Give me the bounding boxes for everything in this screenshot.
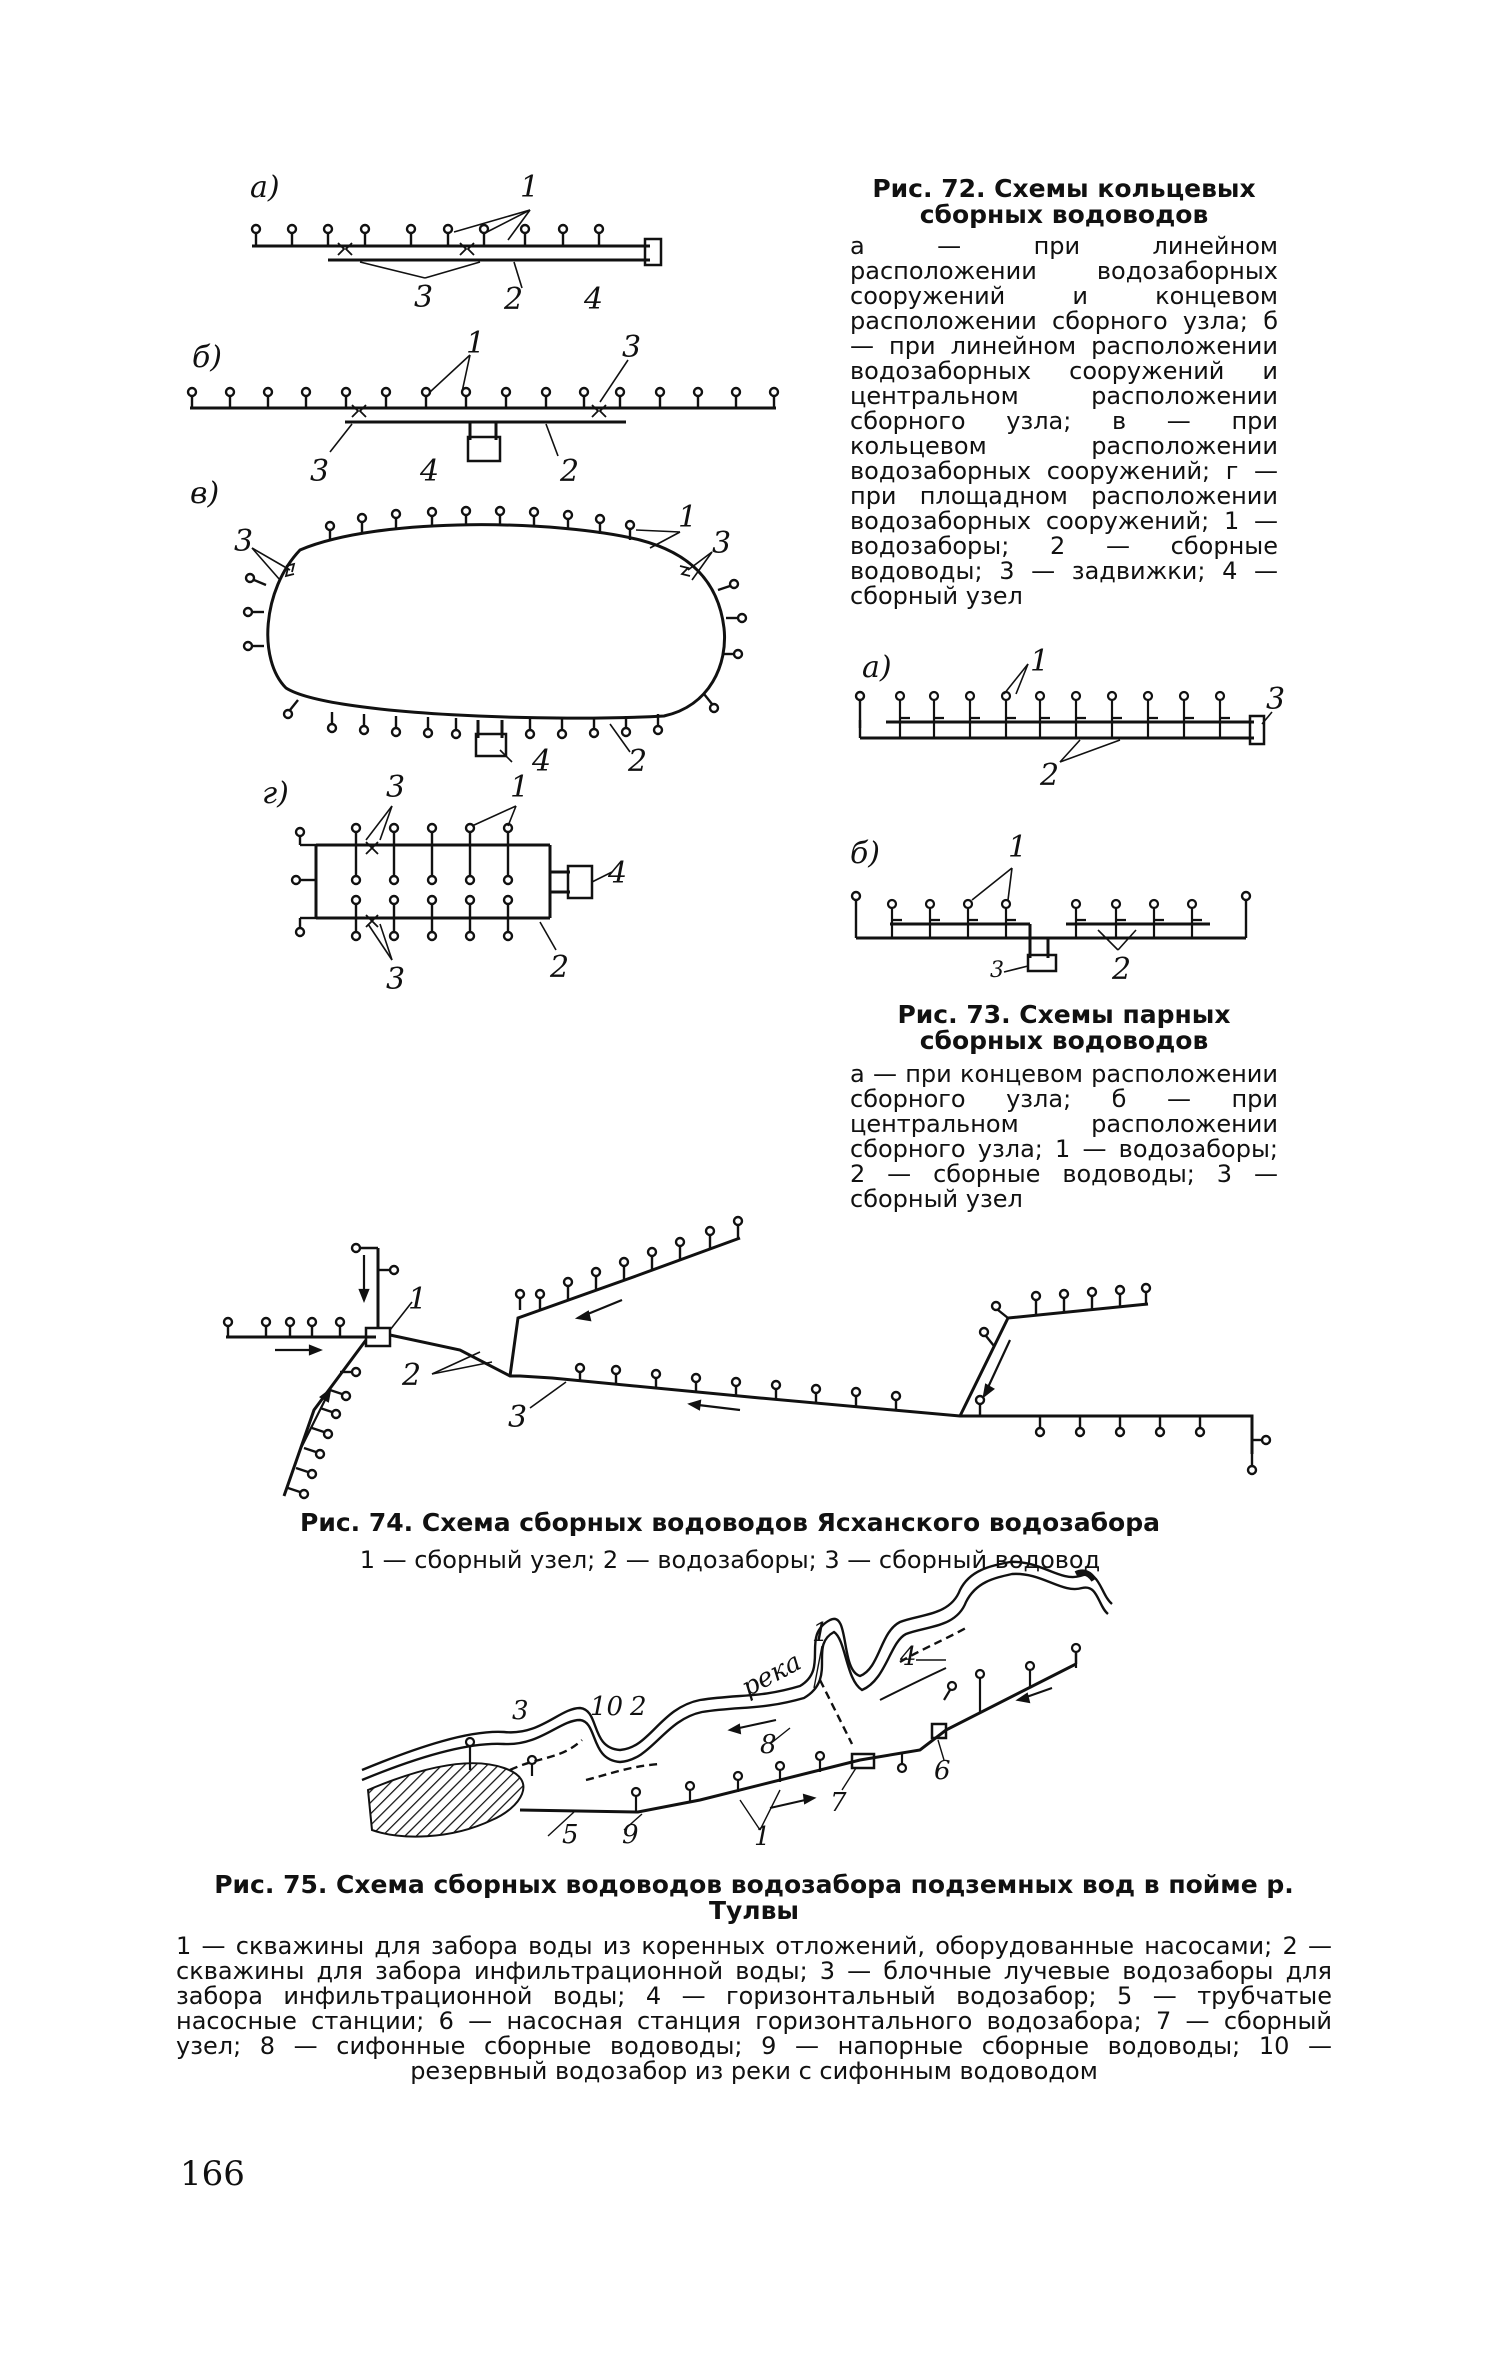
fig75-num-1b: 1 [754,1822,771,1852]
fig74-scheme [224,1217,1270,1498]
fig73-b-num-3: 3 [990,958,1004,983]
areal-wells [292,824,512,940]
fig73-b-num-1: 1 [1008,830,1028,865]
fig75-num-2: 2 [630,1692,647,1722]
wells-row [252,225,603,246]
fig72-g-num-4: 4 [608,856,628,891]
fig72-b-scheme [188,355,778,461]
fig75-num-10: 10 [590,1692,624,1722]
fig72-num-2: 2 [504,282,524,317]
fig75-num-6: 6 [934,1756,951,1786]
fig72-caption-title: Рис. 72. Схемы кольцевых сборных водоводов [872,174,1256,229]
fig72-panel-b-label: б) [192,340,223,375]
fig74-caption-title: Рис. 74. Схема сборных водоводов Ясханского водозабора [300,1508,1160,1537]
fig72-panel-v-label: в) [190,476,220,511]
wells-row [188,388,778,408]
flow-arrows [275,1255,1010,1450]
fig73-b-scheme [852,868,1250,972]
fig72-num-3: 3 [414,280,434,315]
fig72-b-num-4: 4 [420,454,440,489]
fig75-num-1: 1 [812,1618,829,1648]
fig75-river-label: река [736,1646,807,1704]
fig72-g-num-3b: 3 [386,962,406,997]
fig73-caption-text: а — при концевом расположении сборного узла; б — при центральном расположении сборного узла; 1 — водозаборы; 2 — сборные водоводы; 3 — сборный узел [850,1060,1278,1213]
fig72-b-num-3b: 3 [310,454,330,489]
fig75-num-3: 3 [512,1696,529,1726]
fig72-b-num-2: 2 [560,454,580,489]
fig75-scheme [362,1562,1112,1837]
fig72-num-1: 1 [520,170,540,205]
fig75-num-4: 4 [900,1642,917,1672]
wells [224,1217,1270,1498]
fig75-caption-title: Рис. 75. Схема сборных водоводов водозабора подземных вод в пойме р. Тулвы [214,1870,1294,1925]
fig72-g-num-3: 3 [386,770,406,805]
fig72-a-scheme [252,210,661,288]
fig74-num-1: 1 [408,1282,428,1317]
fig73-a-num-2: 2 [1040,758,1060,793]
fig72-v-num-3: 3 [234,524,254,559]
fig72-num-4: 4 [584,282,604,317]
fig72-v-num-3b: 3 [712,526,732,561]
fig75-caption-text: 1 — скважины для забора воды из коренных отложений, оборудованные насосами; 2 — скважины для забора инфильтрационной воды; 3 — блочные лучевые водозаборы для забора инфильтрационной воды; 4 — горизонтальный водозабор; 5 — трубчатые насосные станции; 6 — насосная станция горизонтального водозабора; 7 — сборный узел; 8 — сифонные сборные водоводы; 9 — напорные сборные водоводы; 10 — резервный водозабор из реки с сифонным водоводом [176,1932,1332,2085]
fig72-caption-text: а — при линейном расположении водозаборных сооружений и концевом расположении сборного узла; б — при линейном расположении водозаборных сооружений и центральном расположении сборного узла; в — при кольцевом расположении водозаборных сооружений; г — при площадном расположении водозаборных сооружений; 1 — водозаборы; 2 — сборные водоводы; 3 — задвижки; 4 — сборный узел [850,232,1278,610]
fig72-g-num-2: 2 [550,950,570,985]
fig72-g-num-1: 1 [510,770,530,805]
valve-marks [286,564,690,576]
leader-lines [252,530,712,762]
fig72-b-num-1: 1 [466,326,486,361]
fig74-num-3: 3 [508,1400,528,1435]
fig72-v-num-2: 2 [628,744,648,779]
fig72-panel-a-label: а) [250,170,280,205]
fig72-panel-g-label: г) [262,776,289,811]
flow-arrows [730,1688,1052,1808]
fig72-v-num-1: 1 [678,500,698,535]
paired-wells [888,900,1202,938]
page-number: 166 [180,2154,245,2194]
fig75-num-7: 7 [830,1788,847,1818]
fig73-caption-title: Рис. 73. Схемы парных сборных водоводов [897,1000,1231,1055]
fig72-g-scheme [292,806,612,960]
fig73-panel-b-label: б) [850,836,881,871]
fig73-a-scheme [856,664,1272,762]
leader-lines [360,210,530,288]
fig72-v-scheme [244,507,746,762]
fig74-caption-text: 1 — сборный узел; 2 — водозаборы; 3 — сборный водовод [359,1546,1101,1574]
fig74-num-2: 2 [402,1358,422,1393]
fig75-num-9: 9 [622,1820,639,1850]
valve-marks [366,842,378,927]
fig73-a-num-3: 3 [1266,682,1286,717]
fig72-b-num-3: 3 [622,330,642,365]
fig72-v-num-4: 4 [532,744,552,779]
fig73-b-num-2: 2 [1112,952,1132,987]
paired-wells [896,692,1230,738]
fig75-num-8: 8 [760,1730,777,1760]
fig73-a-num-1: 1 [1030,644,1050,679]
fig73-panel-a-label: а) [862,650,892,685]
fig75-num-5: 5 [562,1820,579,1850]
